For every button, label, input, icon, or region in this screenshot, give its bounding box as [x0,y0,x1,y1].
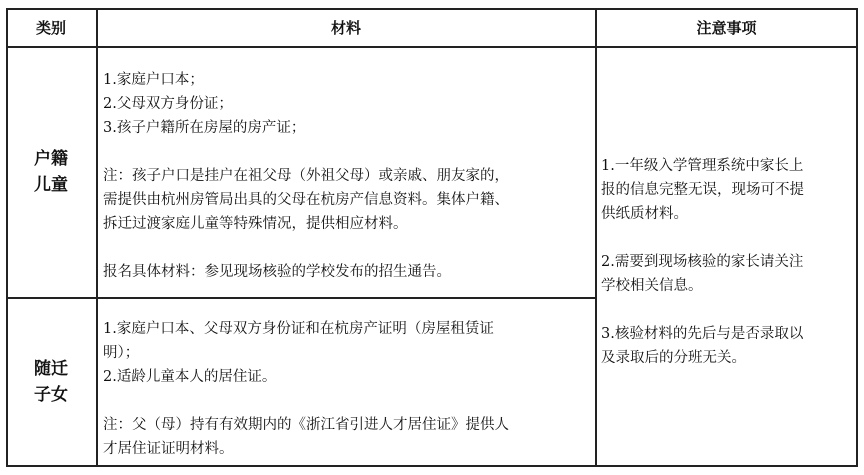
material-line: 才居住证证明材料。 [103,441,234,457]
category-cell-migrant [6,298,96,465]
notes-cell [601,154,853,370]
material-line: 2.父母双方身份证； [103,96,233,112]
column-divider-2 [595,8,597,467]
note-line: 3.核验材料的先后与是否录取以 [601,326,804,342]
category-line: 儿童 [34,175,68,195]
material-line: 报名具体材料：参见现场核验的学校发布的招生通告。 [103,264,451,280]
column-divider-1 [96,8,98,467]
material-line: 明）； [103,345,140,361]
note-line: 1.一年级入学管理系统中家长上 [601,158,804,174]
category-line: 随迁 [34,358,68,379]
header-materials: 材料 [330,18,361,37]
material-line: 注：父（母）持有有效期内的《浙江省引进人才居住证》提供人 [103,417,509,433]
table-border-right [856,8,858,467]
materials-cell-household [103,68,593,284]
table-border-bottom [6,465,857,467]
category-line: 子女 [34,384,68,405]
note-line: 报的信息完整无误，现场可不提 [601,182,804,198]
material-line: 3.孩子户籍所在房屋的房产证； [103,120,306,136]
material-line: 1.家庭户口本、父母双方身份证和在杭房产证明（房屋租赁证 [103,321,494,337]
category-cell-household [6,47,96,297]
category-line: 户籍 [34,149,68,169]
note-line: 及录取后的分班无关。 [601,350,746,366]
note-line: 2.需要到现场核验的家长请关注 [601,254,804,270]
material-line: 注：孩子户口是挂户在祖父母（外祖父母）或亲戚、朋友家的， [103,168,509,184]
material-line: 需提供由杭州房管局出具的父母在杭房产信息资料。集体户籍、 [103,192,509,208]
header-category: 类别 [35,18,66,37]
materials-cell-migrant [103,317,593,461]
material-line: 拆迁过渡家庭儿童等特殊情况，提供相应材料。 [103,216,408,232]
note-line: 学校相关信息。 [601,278,703,294]
note-line: 供纸质材料。 [601,206,688,222]
header-divider [6,46,857,48]
material-line: 2.适龄儿童本人的居住证。 [103,369,277,385]
header-notes: 注意事项 [696,18,757,37]
material-line: 1.家庭户口本； [103,72,204,88]
